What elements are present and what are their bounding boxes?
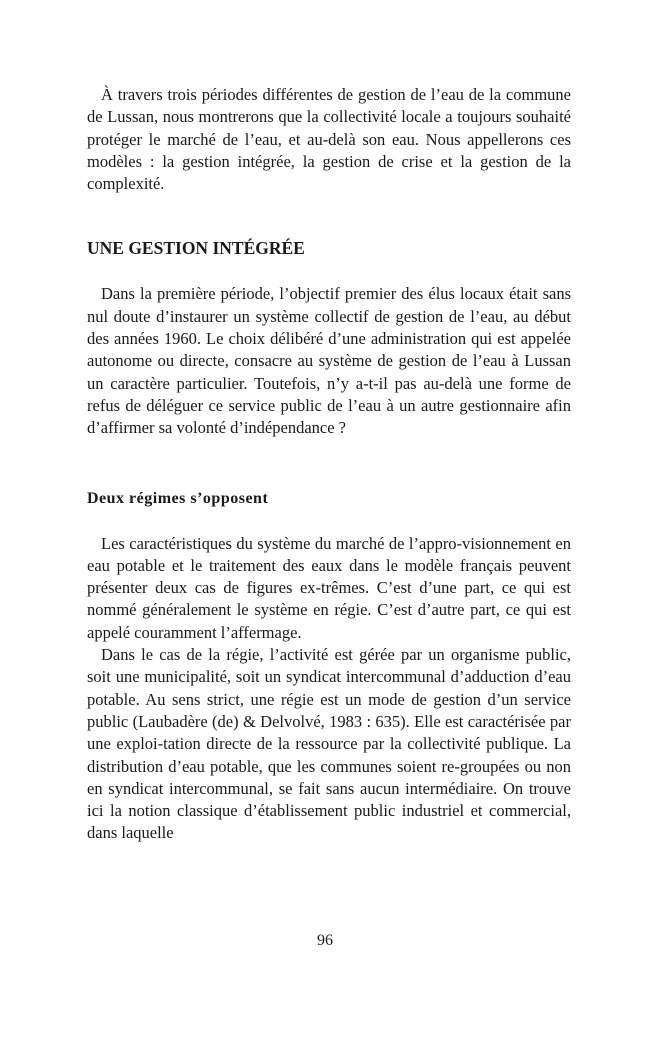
section-heading: UNE GESTION INTÉGRÉE <box>87 238 305 259</box>
page-body <box>87 84 571 845</box>
subsection-paragraph-2: Dans le cas de la régie, l’activité est gérée par un organisme public, soit une municipalité, soit un syndicat intercommunal d’adduction d’eau potable. Au sens strict, une régie est un mode de gestion d’un service public (Laubadère (de) & Delvolvé, 1983 : 635). Elle est caractérisée par une exploi-tation directe de la ressource par la collectivité publique. La distribution d’eau potable, que les communes soient re-groupées ou non en syndicat intercommunal, se fait sans aucun intermédiaire. On trouve ici la notion classique d’établissement public industriel et commercial, dans laquelle <box>87 645 571 843</box>
page-number: 96 <box>317 932 333 949</box>
intro-paragraph: À travers trois périodes différentes de gestion de l’eau de la commune de Lussan, nous montrerons que la collectivité locale a toujours souhaité protéger le marché de l’eau, et au-delà son eau. Nous appellerons ces modèles : la gestion intégrée, la gestion de crise et la gestion de la complexité. <box>87 85 571 194</box>
subsection-heading: Deux régimes s’opposent <box>87 489 269 507</box>
subsection-paragraph-1: Les caractéristiques du système du marché de l’appro-visionnement en eau potable et le traitement des eaux dans le modèle français peuvent présenter deux cas de figures ex-trêmes. C’est d’une part, ce qui est nommé généralement le système en régie. C’est d’autre part, ce qui est appelé couramment l’affermage. <box>87 533 571 642</box>
section-paragraph: Dans la première période, l’objectif premier des élus locaux était sans nul doute d’instaurer un système collectif de gestion de l’eau, au début des années 1960. Le choix délibéré d’une administration qui est appelée autonome ou directe, consacre au système de gestion de l’eau à Lussan un caractère particulier. Toutefois, n’y a-t-il pas au-delà une forme de refus de déléguer ce service public de l’eau à un autre gestionnaire afin d’affirmer sa volonté d’indépendance ? <box>87 284 571 438</box>
